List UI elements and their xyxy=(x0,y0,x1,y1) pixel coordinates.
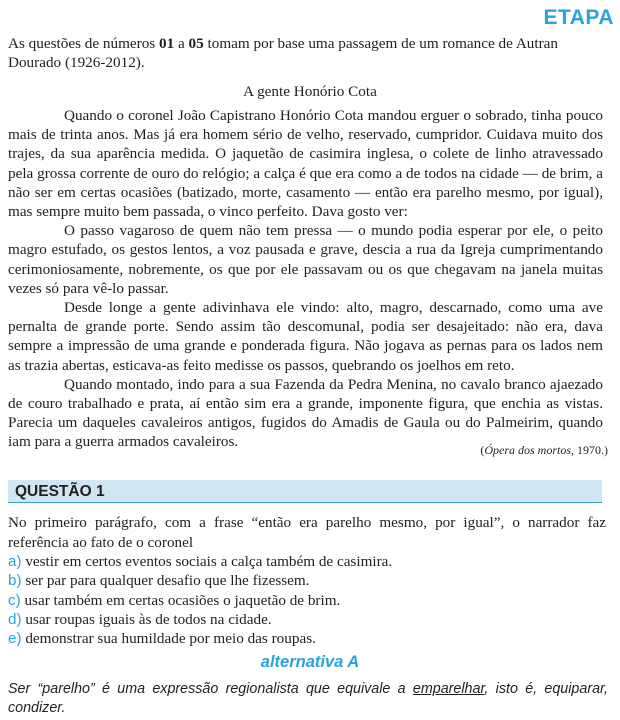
option-e xyxy=(8,629,606,648)
option-a xyxy=(8,552,606,571)
passage-paragraph: O passo vagaroso de quem não tem pressa — o mundo podia esperar por ele, o peito magro estufado, os gestos lentos, a voz pausada e grave, descia a rua da Igreja cumprimentando cerimoniosamente, nobremente, os que por ele passavam ou os que chegavam na janela muitas vezes só para vê-lo passar. xyxy=(8,222,603,297)
question-stem: No primeiro parágrafo, com a frase “então era parelho mesmo, por igual”, o narrador faz referência ao fato de o coronel xyxy=(8,514,606,551)
option-c xyxy=(8,591,606,610)
passage-source xyxy=(480,443,608,458)
option-letter: c) xyxy=(8,591,21,609)
option-text: vestir em certos eventos sociais a calça também de casimira. xyxy=(25,553,393,570)
intro-question-to: 05 xyxy=(188,35,204,52)
option-text: ser par para qualquer desafio que lhe fizessem. xyxy=(25,572,310,590)
intro-question-from: 01 xyxy=(159,35,175,52)
passage-paragraph: Quando o coronel João Capistrano Honório Cota mandou erguer o sobrado, tinha pouco mais de trinta anos. Mas já era homem sério de velho, reservado, cumpridor. Cuidava muito dos trajes, da sua aparência medida. O jaquetão de casimira inglesa, o colete de linho atravessado pela grossa corrente de ouro do relógio; a calça é que era como a de todos na cidade — de brim, a não ser em certas ocasiões (batizado, morte, casamento — então era parelho mesmo, por igual), mas sempre muito bem passada, o vinco perfeito. Dava gosto ver: xyxy=(8,107,603,221)
passage-paragraph: Quando montado, indo para a sua Fazenda da Pedra Menina, no cavalo branco ajaezado de couro trabalhado e prata, aí então sim era a grande, imponente figura, que enchia as vistas. Parecia um daqueles cavaleiros antigos, fugidos do Amadis de Gaula ou do Palmeirim, quando iam para a guerra armados cavaleiros. xyxy=(8,375,603,451)
intro-part2: a xyxy=(174,35,189,52)
answer-label: alternativa A xyxy=(260,653,360,671)
passage-body xyxy=(8,106,603,452)
option-b xyxy=(8,571,606,590)
source-year: , 1970.) xyxy=(571,443,608,457)
option-text: usar roupas iguais às de todos na cidade. xyxy=(25,610,272,628)
option-text: usar também em certas ocasiões o jaquetão de brim. xyxy=(24,591,341,609)
passage-title: A gente Honório Cota xyxy=(243,83,377,100)
question-heading: QUESTÃO 1 xyxy=(15,483,105,500)
answer-explanation xyxy=(8,680,608,718)
source-open: ( xyxy=(480,443,485,457)
passage-paragraph: Desde longe a gente adivinhava ele vindo: alto, magro, descarnado, como uma ave pernalta de grande porte. Sendo assim tão descomunal, podia ser desajeitado: não era, dava sempre a impressão de uma grande e ponderada figura. Não jogava as pernas para os lados nem as trazia abertas, esticava-as feito medisse os passos, quebrando os joelhos em reto. xyxy=(8,299,603,374)
explanation-part2: , isto é, equiparar, condizer. xyxy=(8,681,608,716)
option-letter: d) xyxy=(8,610,22,628)
intro-part3: tomam por base uma passagem de um romance de Autran Dourado (1926-2012). xyxy=(8,35,558,71)
intro-text xyxy=(8,34,608,72)
etapa-logo: ETAPA xyxy=(543,6,614,29)
option-text: demonstrar sua humildade por meio das roupas. xyxy=(25,630,316,648)
option-letter: a) xyxy=(8,553,22,570)
option-letter: e) xyxy=(8,630,22,648)
intro-part1: As questões de números xyxy=(8,35,160,52)
option-d xyxy=(8,610,606,629)
explanation-part1: Ser “parelho” é uma expressão regionalista que equivale a xyxy=(8,681,413,697)
question-header-bar xyxy=(8,480,602,503)
explanation-underlined: emparelhar xyxy=(412,681,485,697)
source-title: Ópera dos mortos xyxy=(484,443,571,457)
option-letter: b) xyxy=(8,572,22,590)
answer-options xyxy=(8,552,606,648)
